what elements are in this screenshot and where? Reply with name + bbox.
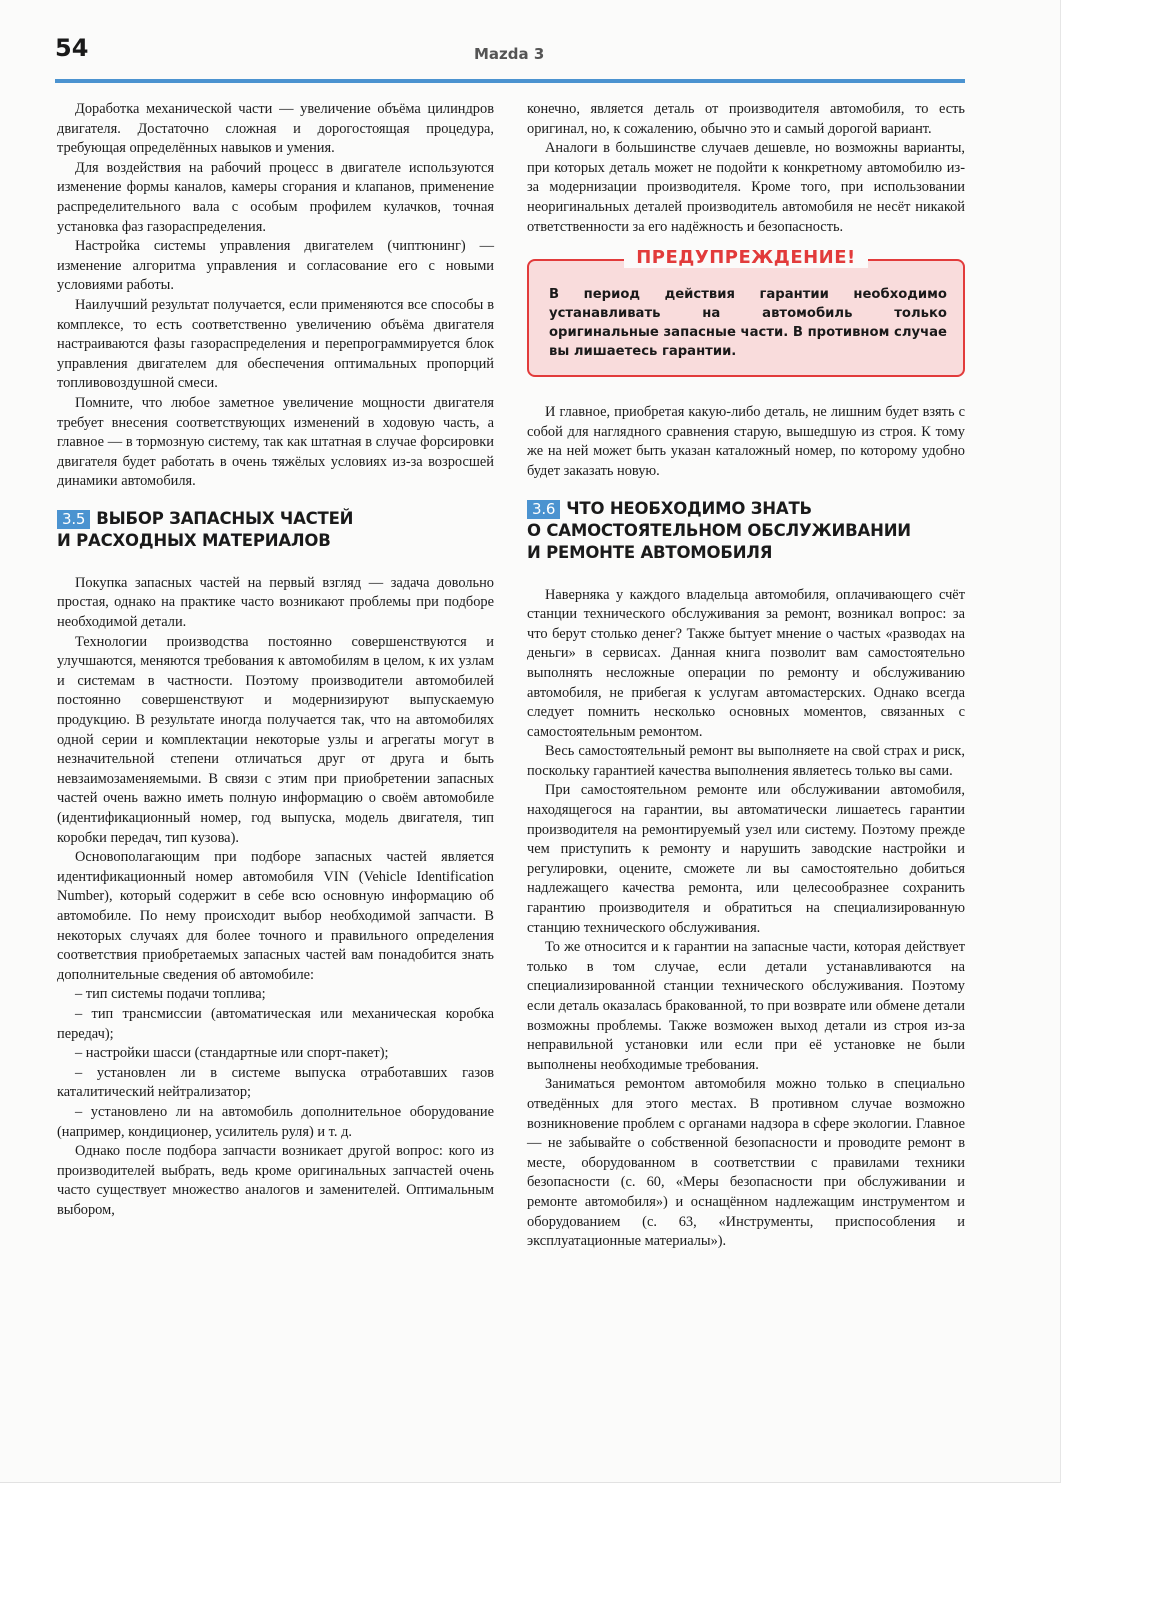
warning-title-text: ПРЕДУПРЕЖДЕНИЕ! [624,247,868,268]
paragraph: Аналоги в большинстве случаев дешевле, но возможны варианты, при которых деталь может не подойти к конкретному автомобилю из-за модернизации производителя. Кроме того, при использовании неоригинальных деталей производитель автомобиля не несёт никакой ответственности за его надёжность и безопасность. [527,140,965,235]
paragraph: Покупка запасных частей на первый взгляд — задача довольно простая, однако на практике часто возникают проблемы при подборе необходимой детали. [57,574,494,631]
list-item: – установлено ли на автомобиль дополнительное оборудование (например, кондиционер, усилитель руля) и т. д. [57,1103,494,1140]
list-item: – тип трансмиссии (автоматическая или механическая коробка передач); [57,1005,494,1042]
paragraph: Технологии производства постоянно совершенствуются и улучшаются, меняются требования к автомобилям в целом, к их узлам и системам в частности. Поэтому производители автомобилей постоянно совершенствуют и модернизируют выпускаемую продукцию. В результате иногда получается так, что на автомобилях одной серии и комплектации некоторые узлы и агрегаты могут в незначительной степени отличаться друг от друга и быть невзаимозаменяемыми. В связи с этим при приобретении запасных частей очень важно иметь полную информацию о своём автомобиле (идентификационный номер, год выпуска, модель двигателя, тип коробки передач, тип кузова). [57,633,494,846]
section-title-line: И РАСХОДНЫХ МАТЕРИАЛОВ [57,530,331,550]
header-rule [55,79,965,83]
paragraph: Заниматься ремонтом автомобиля можно только в специально отведённых для этого местах. В противном случае возможно возникновение проблем с органами надзора в сфере экологии. Главное — не забывайте о собственной безопасности и проводите ремонт в месте, оборудованном в соответствии с правилами техники безопасности (с. 60, «Меры безопасности при обслуживании и ремонте автомобиля») и оснащённом надлежащим инструментом и оборудованием (с. 63, «Инструменты, приспособления и эксплуатационные материалы»). [527,1076,965,1250]
paragraph: Однако после подбора запчасти возникает другой вопрос: кого из производителей выбрать, ведь кроме оригинальных запчастей очень часто существует множество аналогов и заменителей. Оптимальным выбором, [57,1143,494,1218]
warning-title [529,248,963,270]
list-item: – настройки шасси (стандартные или спорт-пакет); [75,1045,389,1062]
right-column [527,100,965,1252]
list-item: – установлен ли в системе выпуска отработавших газов каталитический нейтрализатор; [57,1064,494,1101]
warning-box [527,247,965,377]
section-number-badge: 3.5 [57,510,90,529]
list-item: – тип системы подачи топлива; [75,986,266,1003]
section-title-line: О САМОСТОЯТЕЛЬНОМ ОБСЛУЖИВАНИИ [527,520,911,540]
paragraph: Весь самостоятельный ремонт вы выполняете на свой страх и риск, поскольку гарантией качества выполнения являетесь только вы сами. [527,743,965,779]
page-number: 54 [55,34,89,62]
paragraph: То же относится и к гарантии на запасные части, которая действует только в том случае, если детали устанавливаются на специализированной станции технического обслуживания. Поэтому если деталь оказалась бракованной, то при возврате или обмене детали возможны проблемы. Также возможен выход детали из строя из-за неправильной установки или если при её установке не были выполнены необходимые требования. [527,939,965,1073]
left-column [57,100,494,1220]
running-title: Mazda 3 [474,45,545,63]
section-heading-3-5 [57,508,494,552]
section-title-line: ВЫБОР ЗАПАСНЫХ ЧАСТЕЙ [96,508,354,528]
section-title-line: И РЕМОНТЕ АВТОМОБИЛЯ [527,542,773,562]
paragraph: Основополагающим при подборе запасных частей является идентификационный номер автомобиля VIN (Vehicle Identification Number), который содержит в себе всю основную информацию об автомобиле. По нему происходит выбор необходимой запчасти. В некоторых случаях для более точного и правильного определения соответствия приобретаемых запасных частей вам понадобится знать дополнительные сведения об автомобиле: [57,849,494,983]
section-heading-3-6 [527,498,965,564]
paragraph: конечно, является деталь от производителя автомобиля, то есть оригинал, но, к сожалению, обычно это и самый дорогой вариант. [527,101,965,137]
paragraph: И главное, приобретая какую-либо деталь, не лишним будет взять с собой для наглядного сравнения старую, вышедшую из строя. К тому же на ней может быть указан каталожный номер, по которому удобно будет заказать новую. [527,404,965,479]
paragraph: Для воздействия на рабочий процесс в двигателе используются изменение формы каналов, камеры сгорания и клапанов, применение распределительного вала с особым профилем кулачков, точная установка фаз газораспределения. [57,159,494,235]
paragraph: Наилучший результат получается, если применяются все способы в комплексе, то есть соответственно увеличению объёма двигателя настраиваются фазы газораспределения и перепрограммируется блок управления двигателем для обеспечения оптимальных пропорций топливовоздушной смеси. [57,296,494,392]
paragraph: Помните, что любое заметное увеличение мощности двигателя требует внесения соответствующих изменений в ходовую часть, а главное — в тормозную систему, так как штатная в случае форсировки двигателя будет работать в очень тяжёлых условиях из-за возросшей динамики автомобиля. [57,394,494,490]
warning-text: В период действия гарантии необходимо устанавливать на автомобиль только оригинальные запасные части. В противном случае вы лишаетесь гарантии. [549,287,947,360]
paragraph: Доработка механической части — увеличение объёма цилиндров двигателя. Достаточно сложная и дорогостоящая процедура, требующая определённых навыков и умения. [57,101,494,157]
paragraph: Наверняка у каждого владельца автомобиля, оплачивающего счёт станции технического обслуживания за ремонт, возникал вопрос: за что берут столько денег? Также бытует мнение о частых «разводах на деньги» в сервисах. Данная книга позволит вам самостоятельно выполнять несложные операции по ремонту и обслуживанию автомобиля, не прибегая к услугам автомастерских. Однако всегда следует помнить несколько основных моментов, связанных с самостоятельным ремонтом. [527,586,965,740]
section-title-line: ЧТО НЕОБХОДИМО ЗНАТЬ [566,498,812,518]
paragraph: При самостоятельном ремонте или обслуживании автомобиля, находящегося на гарантии, вы автоматически лишаетесь гарантии производителя на ремонтируемый узел или систему. Поэтому прежде чем приступить к ремонту и нарушить заводские настройки и регулировки, оцените, сможете ли вы самостоятельно добиться надлежащего качества ремонта, или целесообразнее сохранить гарантию производителя и обратиться на специализированную станцию технического обслуживания. [527,782,965,936]
paragraph: Настройка системы управления двигателем (чиптюнинг) — изменение алгоритма управления и согласование его с новыми условиями работы. [57,238,494,294]
section-number-badge: 3.6 [527,500,560,519]
